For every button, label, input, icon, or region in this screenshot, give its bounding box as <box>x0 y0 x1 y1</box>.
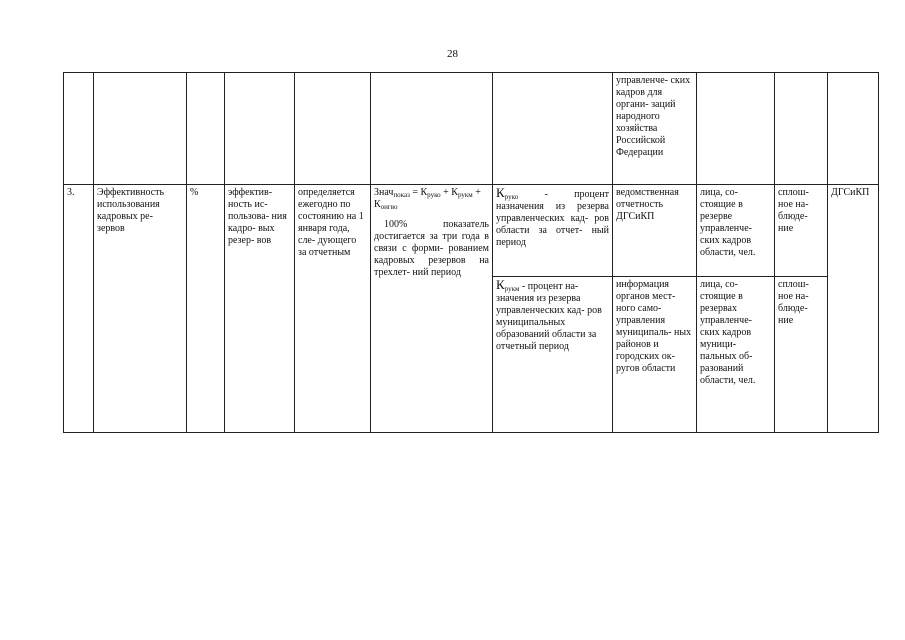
continuation-source-cell: управленче- ских кадров для органи- заций народного хозяйства Российской Федерации <box>613 73 697 185</box>
cell-empty <box>697 73 775 185</box>
component-source: ведомственная отчетность ДГСиКП <box>613 185 697 277</box>
period-cell: определяется ежегодно по состоянию на 1 января года, сле- дующего за отчетным <box>295 185 371 433</box>
indicator-name: Эффективность использования кадровых ре- зервов <box>94 185 187 433</box>
formula-cell <box>371 185 493 433</box>
responsible-cell: ДГСиКП <box>828 185 879 433</box>
component-description: $К_{руко}$ - процент назначения из резерва управленческих кад- ров области за отчет- ный период <box>493 185 613 277</box>
cell-empty <box>828 73 879 185</box>
cell-empty <box>94 73 187 185</box>
unit-cell: % <box>187 185 225 433</box>
row-number: 3. <box>64 185 94 433</box>
component-description: $К_{рукм}$ - процент на- значения из резерва управленческих кад- ров муниципальных образований области за отчетный период <box>493 277 613 433</box>
component-population: лица, со- стоящие в резервах управленче- ских кадров муници- пальных об- разований области, чел. <box>697 277 775 433</box>
component-method: сплош- ное на- блюде- ние <box>775 185 828 277</box>
cell-empty <box>371 73 493 185</box>
table-row-continuation <box>64 73 879 185</box>
cell-empty <box>493 73 613 185</box>
component-method: сплош- ное на- блюде- ние <box>775 277 828 433</box>
cell-empty <box>775 73 828 185</box>
component-source: информация органов мест- ного само- управления муниципаль- ных районов и городских ок- ругов области <box>613 277 697 433</box>
cell-empty <box>225 73 295 185</box>
definition-cell: эффектив- ность ис- пользова- ния кадро- вых резер- вов <box>225 185 295 433</box>
page-number: 28 <box>447 48 458 60</box>
indicators-table <box>63 72 879 433</box>
table-row-indicator <box>64 185 879 277</box>
formula: Знач$_{показ}$ = $К_{руко} + К_{рукм} + К_{оигво}$ <box>374 187 481 211</box>
formula-note: 100% показатель достигается за три года в связи с форми- рованием кадровых резервов на трехлет- ний период <box>374 219 489 278</box>
component-population: лица, со- стоящие в резерве управленче- ских кадров области, чел. <box>697 185 775 277</box>
cell-empty <box>187 73 225 185</box>
cell-empty <box>64 73 94 185</box>
cell-empty <box>295 73 371 185</box>
